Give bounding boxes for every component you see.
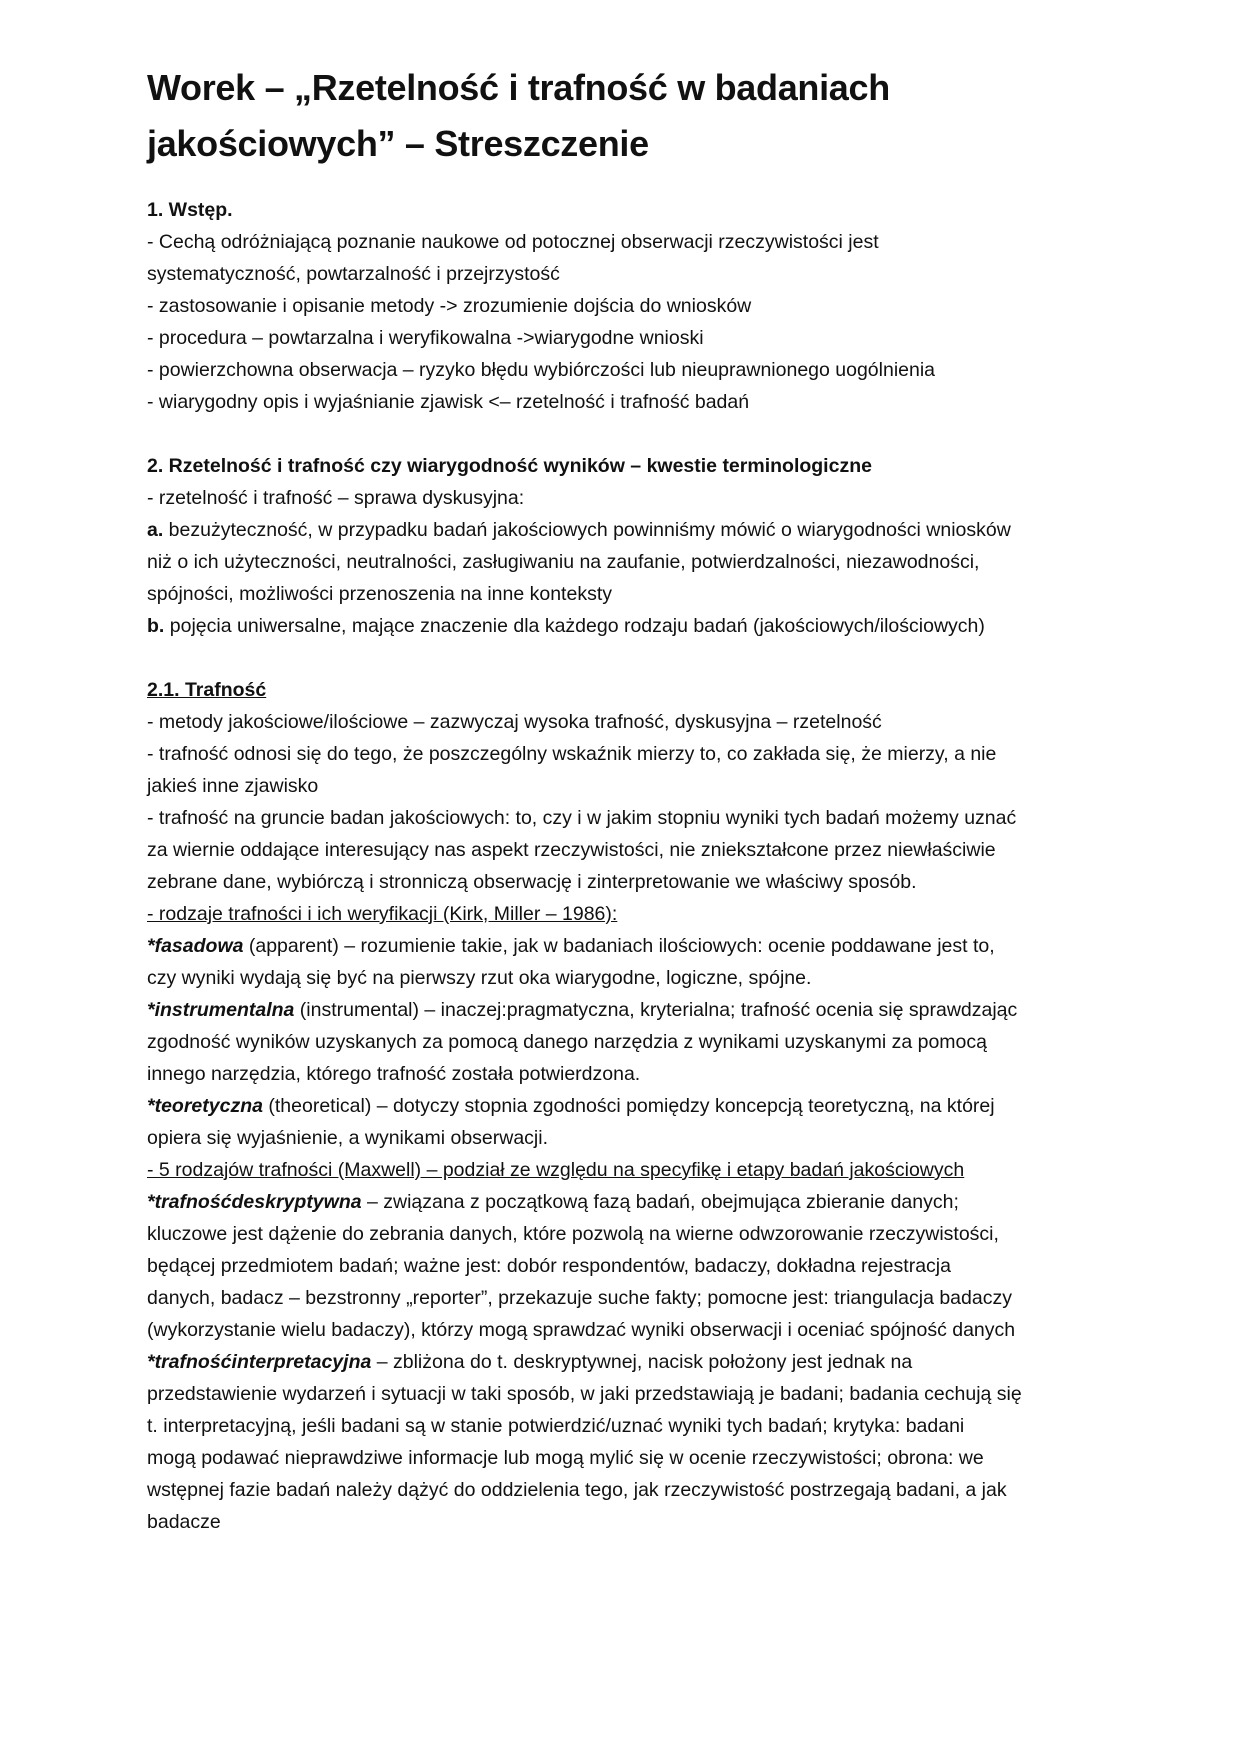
term-text: (instrumental) – inaczej:pragmatyczna, kryterialna; trafność ocenia się sprawdzając [294,999,1018,1021]
section-1-line: - powierzchowna obserwacja – ryzyko błędu wybiórczości lub nieuprawnionego uogólnienia [147,359,936,381]
term-cont-line: będącej przedmiotem badań; ważne jest: dobór respondentów, badaczy, dokładna rejestracja [147,1255,951,1277]
term-text: (apparent) – rozumienie takie, jak w badaniach ilościowych: ocenie poddawane jest to, [243,935,995,957]
document-body [147,194,1107,1538]
section-1-line: - wiarygodny opis i wyjaśnianie zjawisk <– rzetelność i trafność badań [147,391,750,413]
term-cont-line: mogą podawać nieprawdziwe informacje lub mogą mylić się w ocenie rzeczywistości; obrona: we [147,1447,984,1469]
point-b-text: pojęcia uniwersalne, mające znaczenie dla każdego rodzaju badań (jakościowych/ilościowych) [164,615,985,637]
term-cont-line: danych, badacz – bezstronny „reporter”, przekazuje suche fakty; pomocne jest: triangulacja badaczy [147,1287,1012,1309]
maxwell-heading: - 5 rodzajów trafności (Maxwell) – podział ze względu na specyfikę i etapy badań jakościowych [147,1159,965,1181]
section-1-line: systematyczność, powtarzalność i przejrzystość [147,263,560,285]
section-2-point-a-cont: niż o ich użyteczności, neutralności, zasługiwaniu na zaufanie, potwierdzalności, niezawodności, [147,551,980,573]
section-2-intro: - rzetelność i trafność – sprawa dyskusyjna: [147,487,525,509]
term-text: – zbliżona do t. deskryptywnej, nacisk położony jest jednak na [371,1351,913,1373]
section-2-point-b [147,610,1107,642]
term-label: *trafnośćdeskryptywna [147,1191,362,1213]
term-cont-line: zgodność wyników uzyskanych za pomocą danego narzędzia z wynikami uzyskanymi za pomocą [147,1031,987,1053]
term-interpretacyjna [147,1346,1107,1378]
title-line-1: Worek – „Rzetelność i trafność w badaniach [147,67,890,108]
paragraph-gap [147,418,1107,450]
document-content [147,60,1107,1538]
term-label: *trafnośćinterpretacyjna [147,1351,372,1373]
section-1-line: - zastosowanie i opisanie metody -> zrozumienie dojścia do wniosków [147,295,752,317]
term-deskryptywna [147,1186,1107,1218]
section-1-line: - procedura – powtarzalna i weryfikowalna ->wiarygodne wnioski [147,327,704,349]
term-cont-line: t. interpretacyjną, jeśli badani są w stanie potwierdzić/uznać wyniki tych badań; krytyka: badani [147,1415,965,1437]
section-2-1-line: - metody jakościowe/ilościowe – zazwyczaj wysoka trafność, dyskusyjna – rzetelność [147,711,882,733]
title-line-2: jakościowych” – Streszczenie [147,123,649,164]
term-instrumentalna [147,994,1107,1026]
term-cont-line: kluczowe jest dążenie do zebrania danych, które pozwolą na wierne odwzorowanie rzeczywistości, [147,1223,999,1245]
term-teoretyczna [147,1090,1107,1122]
section-2-1-line: za wiernie oddające interesujący nas aspekt rzeczywistości, nie zniekształcone przez niewłaściwie [147,839,996,861]
document-title [147,60,1107,172]
section-2-point-a-cont: spójności, możliwości przenoszenia na inne konteksty [147,583,612,605]
term-fasadowa [147,930,1107,962]
term-text: – związana z początkową fazą badań, obejmująca zbieranie danych; [361,1191,959,1213]
point-b-marker: b. [147,615,165,637]
term-label: *teoretyczna [147,1095,263,1117]
section-2-1-line: - trafność na gruncie badan jakościowych: to, czy i w jakim stopniu wyniki tych badań możemy uznać [147,807,1017,829]
section-2-1-line: zebrane dane, wybiórczą i stronniczą obserwację i zinterpretowanie we właściwy sposób. [147,871,917,893]
term-cont-line: wstępnej fazie badań należy dążyć do oddzielenia tego, jak rzeczywistość postrzegają badani, a jak [147,1479,1007,1501]
section-1-line: - Cechą odróżniającą poznanie naukowe od potocznej obserwacji rzeczywistości jest [147,231,879,253]
paragraph-gap [147,642,1107,674]
term-cont-line: innego narzędzia, którego trafność została potwierdzona. [147,1063,641,1085]
term-text: (theoretical) – dotyczy stopnia zgodności pomiędzy koncepcją teoretyczną, na której [262,1095,995,1117]
term-label: *instrumentalna [147,999,295,1021]
point-a-marker: a. [147,519,164,541]
kinds-heading: - rodzaje trafności i ich weryfikacji (Kirk, Miller – 1986): [147,903,618,925]
term-label: *fasadowa [147,935,244,957]
section-2-point-a [147,514,1107,546]
section-1-heading: 1. Wstęp. [147,199,233,221]
point-a-text: bezużyteczność, w przypadku badań jakościowych powinniśmy mówić o wiarygodności wniosków [163,519,1011,541]
term-cont-line: przedstawienie wydarzeń i sytuacji w taki sposób, w jaki przedstawiają je badani; badania cechują się [147,1383,1022,1405]
section-2-1-heading: 2.1. Trafność [147,679,267,701]
term-cont-line: (wykorzystanie wielu badaczy), którzy mogą sprawdzać wyniki obserwacji i oceniać spójność danych [147,1319,1016,1341]
section-2-heading: 2. Rzetelność i trafność czy wiarygodność wyników – kwestie terminologiczne [147,455,872,477]
term-cont-line: badacze [147,1511,221,1533]
section-2-1-line: jakieś inne zjawisko [147,775,319,797]
term-cont-line: opiera się wyjaśnienie, a wynikami obserwacji. [147,1127,549,1149]
term-cont-line: czy wyniki wydają się być na pierwszy rzut oka wiarygodne, logiczne, spójne. [147,967,812,989]
section-2-1-line: - trafność odnosi się do tego, że poszczególny wskaźnik mierzy to, co zakłada się, że mierzy, a nie [147,743,997,765]
